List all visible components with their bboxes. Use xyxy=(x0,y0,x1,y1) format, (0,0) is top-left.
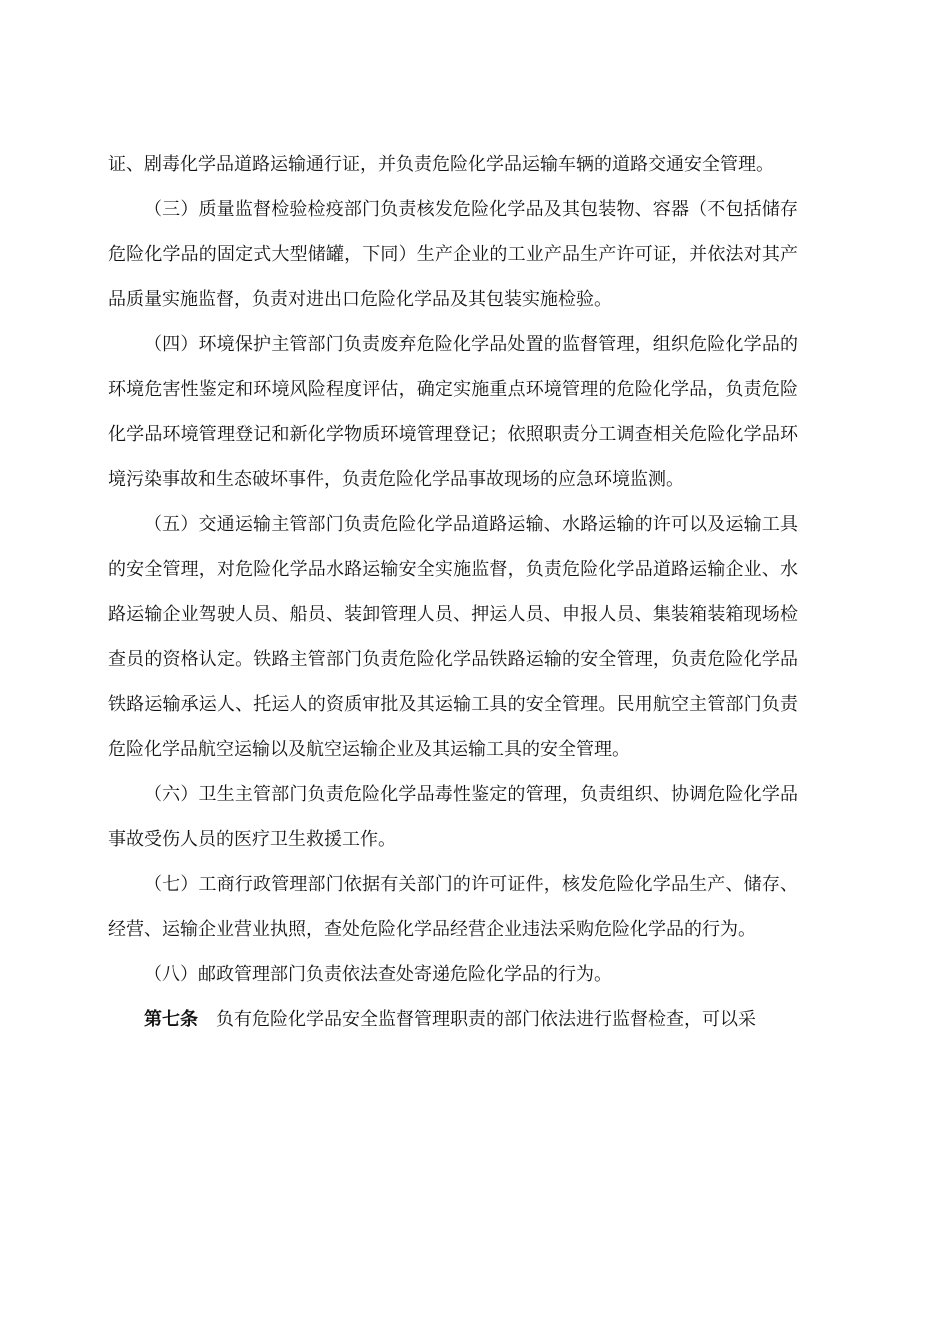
article-text: 负有危险化学品安全监督管理职责的部门依法进行监督检查，可以采 xyxy=(216,1009,756,1030)
paragraph-article-7 xyxy=(108,997,798,1042)
paragraph-item-4: （四）环境保护主管部门负责废弃危险化学品处置的监督管理，组织危险化学品的环境危害性鉴定和环境风险程度评估，确定实施重点环境管理的危险化学品，负责危险化学品环境管理登记和新化学物质环境管理登记；依照职责分工调查相关危险化学品环境污染事故和生态破坏事件，负责危险化学品事故现场的应急环境监测。 xyxy=(108,334,798,490)
paragraph-item-7: （七）工商行政管理部门依据有关部门的许可证件，核发危险化学品生产、储存、经营、运输企业营业执照，查处危险化学品经营企业违法采购危险化学品的行为。 xyxy=(108,874,798,940)
document-body xyxy=(108,142,798,1042)
paragraph-item-8: （八）邮政管理部门负责依法查处寄递危险化学品的行为。 xyxy=(144,964,612,985)
paragraph-item-6: （六）卫生主管部门负责危险化学品毒性鉴定的管理，负责组织、协调危险化学品事故受伤人员的医疗卫生救援工作。 xyxy=(108,784,798,850)
paragraph-item-3: （三）质量监督检验检疫部门负责核发危险化学品及其包装物、容器（不包括储存危险化学品的固定式大型储罐，下同）生产企业的工业产品生产许可证，并依法对其产品质量实施监督，负责对进出口危险化学品及其包装实施检验。 xyxy=(108,199,798,310)
paragraph-continuation: 证、剧毒化学品道路运输通行证，并负责危险化学品运输车辆的道路交通安全管理。 xyxy=(108,154,774,175)
paragraph-item-5: （五）交通运输主管部门负责危险化学品道路运输、水路运输的许可以及运输工具的安全管理，对危险化学品水路运输安全实施监督，负责危险化学品道路运输企业、水路运输企业驾驶人员、船员、装卸管理人员、押运人员、申报人员、集装箱装箱现场检查员的资格认定。铁路主管部门负责危险化学品铁路运输的安全管理，负责危险化学品铁路运输承运人、托运人的资质审批及其运输工具的安全管理。民用航空主管部门负责危险化学品航空运输以及航空运输企业及其运输工具的安全管理。 xyxy=(108,514,798,760)
article-label: 第七条 xyxy=(144,1009,198,1030)
